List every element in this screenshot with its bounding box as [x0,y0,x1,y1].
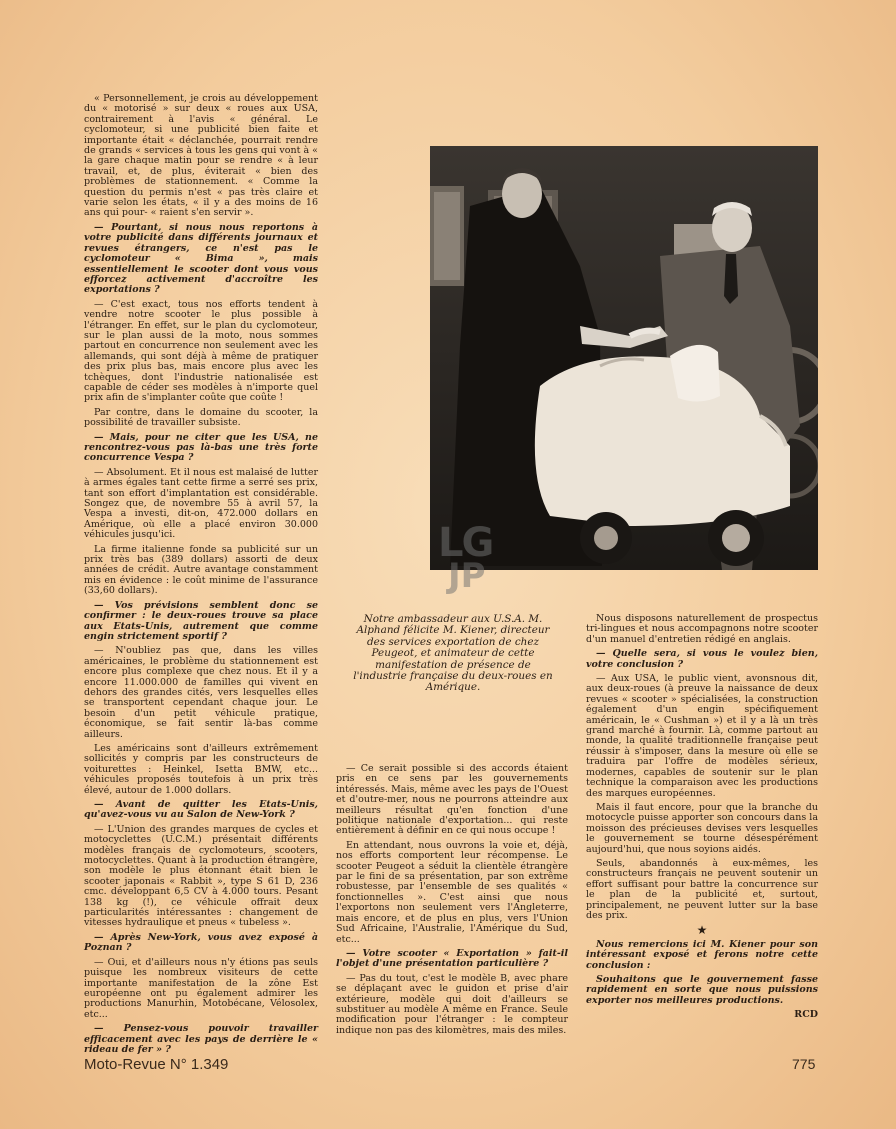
text-column-right [586,614,818,1025]
watermark-jp: JP [448,556,486,596]
text-paragraph: — L'Union des grandes marques de cycles et motocyclettes (U.C.M.) présentait différents modèles français de cyclomoteurs, scooters, motocyclettes. Quant à la production étrangère, son modèle le plus étonnant était bien le scooter japonais « Rabbit », type S 61 D, 236 cmc. développant 6,5 CV à 4.000 tours. Pesant 138 kg (!), ce véhicule offrait deux particularités intéressantes : changement de vitesses hydraulique et pneus « tubeless ». [84,823,318,929]
text-paragraph: Seuls, abandonnés à eux-mêmes, les constructeurs français ne peuvent soutenir un effort suffisant pour battre la concurrence sur le plan de la publicité et, surtout, principalement, ne peuvent lutter sur la base des prix. [586,857,818,921]
text-paragraph: — C'est exact, tous nos efforts tendent à vendre notre scooter le plus possible à l'étranger. En effet, sur le plan du cyclomoteur, sur le plan aussi de la moto, nous sommes partout en concurrence non seulement avec les allemands, qui sont déjà à même de pratiquer des prix plus bas, mais encore plus avec les tchèques, dont l'industrie nationalisée est capable de céder ses modèles à n'importe quel prix afin de s'implanter coûte que coûte ! [84,298,318,404]
photo-handshake [430,146,818,570]
text-paragraph: Mais il faut encore, pour que la branche du motocycle puisse apporter son concours dans la moisson des précieuses devises vers lesquelles le gouvernement se tourne désespérément aujourd'hui, que nous soyions aidés. [586,801,818,855]
text-paragraph: — Absolument. Et il nous est malaisé de lutter à armes égales tant cette firme a serré ses prix, tant son effort d'implantation est considérable. Songez que, de novembre 55 à avril 57, la Vespa a investi, dit-on, 472.000 dollars en Amérique, où elle a placé environ 30.000 véhicules jusqu'ici. [84,466,318,541]
watermark-lg: LG [438,520,493,566]
author-signature: RCD [794,1009,818,1021]
question-paragraph: — Vos prévisions semblent donc se confirmer : le deux-roues trouve sa place aux Etats-Unis, autrement que comme engin strictement sportif ? [84,599,318,642]
text-paragraph: — N'oubliez pas que, dans les villes américaines, le problème du stationnement est encore plus complexe que chez nous. Et il y a encore 11.000.000 de familles qui vivent en dehors des grandes cités, vers lesquelles elles se transportent cependant chaque jour. Le besoin d'un petit véhicule pratique, économique, se fait sentir là-bas comme ailleurs. [84,645,318,740]
text-column-middle [336,764,568,1040]
question-paragraph: Nous remercions ici M. Kiener pour son intéressant exposé et ferons notre cette conclusion : [586,938,818,971]
text-paragraph: Nous disposons naturellement de prospectus tri-lingues et nous accompagnons notre scooter d'un manuel d'entretien rédigé en anglais. [586,613,818,645]
separator-star: ★ [696,923,708,938]
magazine-footer-title: Moto-Revue N° 1.349 [84,1056,229,1073]
question-paragraph: — Pensez-vous pouvoir travailler efficacement avec les pays de derrière le « rideau de fer » ? [84,1023,318,1055]
photo-caption: Notre ambassadeur aux U.S.A. M. Alphand félicite M. Kiener, directeur des services exportation de chez Peugeot, et animateur de cette manifestation de présence de l'industrie française du deux-roues en Amérique. [353,613,553,694]
question-paragraph: — Avant de quitter les Etats-Unis, qu'avez-vous vu au Salon de New-York ? [84,799,318,821]
question-paragraph: — Votre scooter « Exportation » fait-il l'objet d'une présentation particulière ? [336,947,568,970]
text-paragraph: « Personnellement, je crois au développement du « motorisé » sur deux « roues aux USA, contrairement à l'avis « général. Le cyclomoteur, si une publicité bien faite et importante était « déclanchée, pourrait rendre de grands « services à tous les gens qui vont à « la gare chaque matin pour se rendre « à leur travail, et, de plus, éviterait « bien des problèmes de stationnement. « Comme la question du permis n'est « pas très claire et varie selon les états, « il y a des moins de 16 ans qui pour- « raient s'en servir ». [84,93,318,219]
page-number: 775 [792,1056,816,1072]
question-paragraph: — Après New-York, vous avez exposé à Poznan ? [84,931,318,954]
text-paragraph: Par contre, dans le domaine du scooter, la possibilité de travailler subsiste. [84,406,318,429]
question-paragraph: Souhaitons que le gouvernement fasse rapidement en sorte que nous puissions exporter nos meilleures productions. [586,974,818,1006]
text-paragraph: — Pas du tout, c'est le modèle B, avec phare se déplaçant avec le guidon et prise d'air extérieure, modèle qui doit d'ailleurs se substituer au modèle A même en France. Seule modification pour l'étranger : le compteur indique non pas des kilomètres, mais des miles. [336,972,568,1036]
handshake-photo-illustration [430,146,818,570]
text-paragraph: En attendant, nous ouvrons la voie et, déjà, nos efforts comportent leur récompense. Le scooter Peugeot a séduit la clientèle étrangère par le fini de sa présentation, par son extrême robustesse, par l'ensemble de ses qualités « fonctionnelles ». C'est ainsi que nous l'exportons non seulement vers l'Angleterre, mais encore, et de plus en plus, vers l'Union Sud Africaine, l'Australie, l'Amérique du Sud, etc... [336,839,568,945]
question-paragraph: — Quelle sera, si vous le voulez bien, votre conclusion ? [586,648,818,670]
text-paragraph: — Oui, et d'ailleurs nous n'y étions pas seuls puisque les nombreux visiteurs de cette importante manifestation de la zône Est européenne ont pu également admirer les productions Manurhin, Motobécane, Vélosolex, etc... [84,956,318,1020]
text-paragraph: La firme italienne fonde sa publicité sur un prix très bas (389 dollars) assorti de deux années de crédit. Autre avantage constamment mis en évidence : le coût minime de l'assurance (33,60 dollars). [84,543,318,597]
text-column-left [84,94,318,1059]
question-paragraph: — Pourtant, si nous nous reportons à votre publicité dans différents journaux et revues étrangers, ce n'est pas le cyclomoteur « Bima », mais essentiellement le scooter dont vous vous efforcez activement d'accroître les exportations ? [84,221,318,296]
question-paragraph: — Mais, pour ne citer que les USA, ne rencontrez-vous pas là-bas une très forte concurrence Vespa ? [84,431,318,464]
text-paragraph: — Ce serait possible si des accords étaient pris en ce sens par les gouvernements intéressés. Mais, même avec les pays de l'Ouest et d'outre-mer, nous ne pourrons atteindre aux meilleurs résultat qu'en fonction d'une politique nationale d'exportation... qui reste entièrement à définir en ce qui nous occupe ! [336,763,568,837]
text-paragraph: Les américains sont d'ailleurs extrêmement sollicités y compris par les constructeurs de voiturettes : Heinkel, Isetta BMW, etc... véhicules proposés toutefois à un prix très élevé, autour de 1.000 dollars. [84,742,318,796]
text-paragraph: — Aux USA, le public vient, avonsnous dit, aux deux-roues (à preuve la naissance de deux revues « scooter » spécialisées, la construction également d'un engin spécifiquement américain, le « Cushman ») et il y a là un très grand marché à fournir. Là, comme partout au monde, la qualité traditionnelle française peut réussir à s'imposer, dans la mesure où elle se traduira par l'offre de modèles sérieux, modernes, capables de soutenir sur le plan technique la comparaison avec les productions des marques européennes. [586,673,818,799]
